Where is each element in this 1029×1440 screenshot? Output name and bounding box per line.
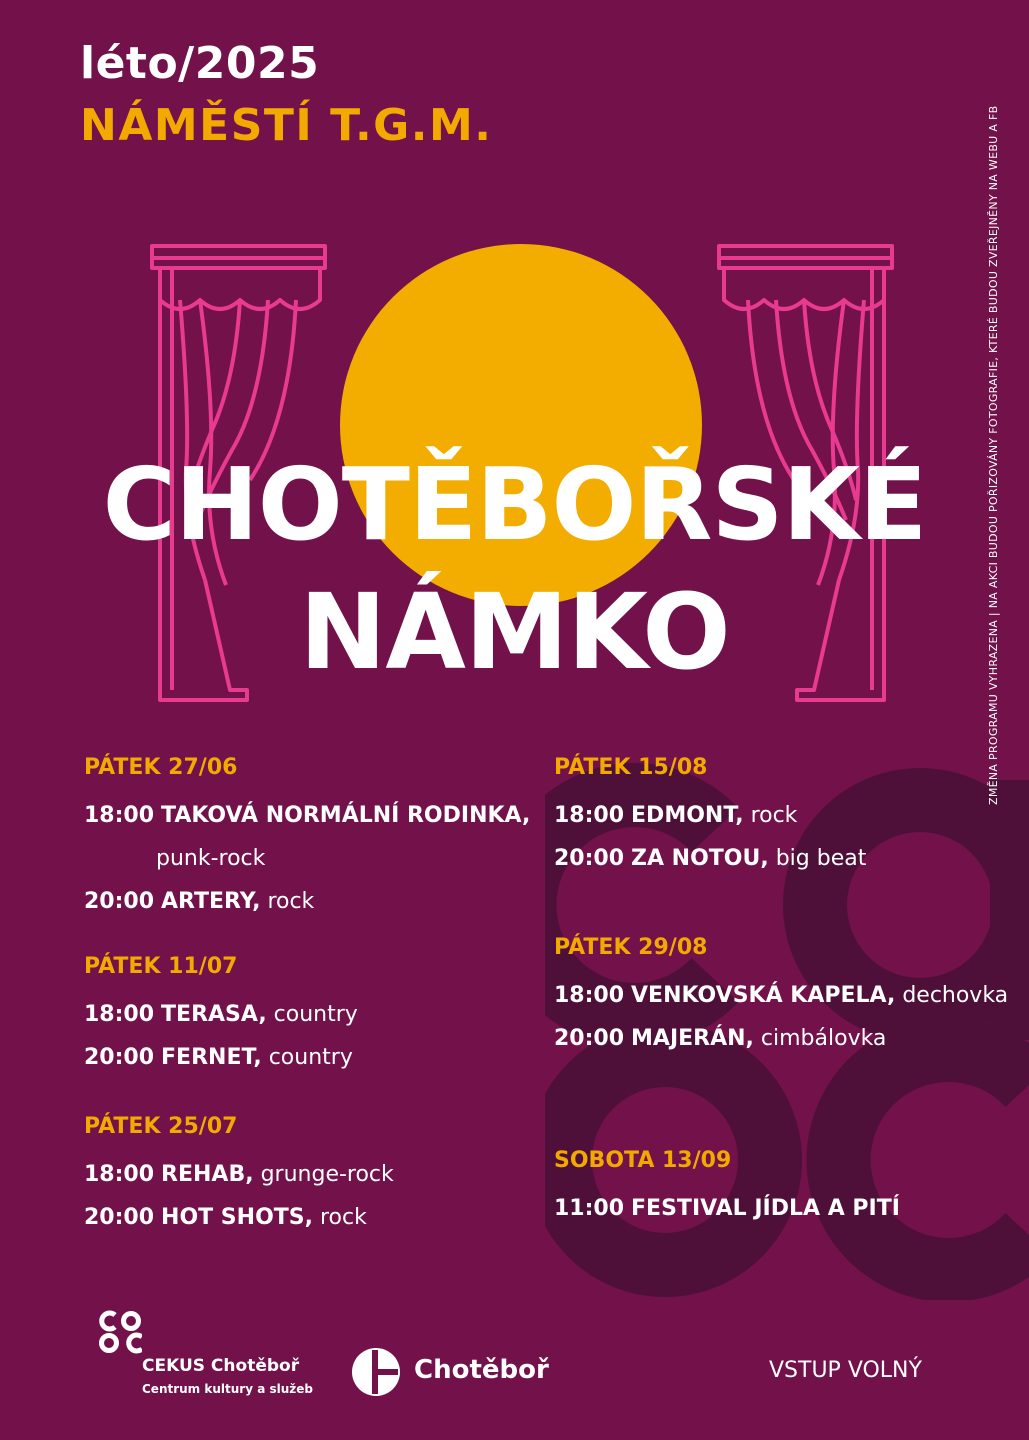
schedule-day: [554, 1148, 1024, 1230]
act-band: TAKOVÁ NORMÁLNÍ RODINKA,: [161, 803, 531, 828]
act-band: TERASA,: [161, 1002, 267, 1027]
venue-label: NÁMĚSTÍ T.G.M.: [80, 100, 493, 151]
act-band: MAJERÁN,: [631, 1026, 754, 1051]
schedule-day: [84, 1114, 554, 1239]
act-genre: rock: [267, 889, 315, 914]
day-label: PÁTEK 11/07: [84, 954, 238, 979]
act-band: REHAB,: [161, 1162, 254, 1187]
act-genre: cimbálovka: [760, 1026, 887, 1051]
act-row: [84, 993, 554, 1036]
season-label: léto/2025: [80, 38, 320, 89]
day-label: PÁTEK 25/07: [84, 1114, 238, 1139]
cekus-name: CEKUS Chotěboř: [142, 1356, 300, 1376]
schedule-day: [84, 755, 554, 923]
act-band: ARTERY,: [161, 889, 261, 914]
act-band: VENKOVSKÁ KAPELA,: [631, 983, 896, 1008]
act-row: [84, 1153, 554, 1196]
act-genre: country: [273, 1002, 358, 1027]
act-genre: big beat: [775, 846, 867, 871]
act-time: 20:00: [84, 1045, 155, 1070]
act-time: 11:00: [554, 1196, 625, 1221]
act-genre: grunge-rock: [260, 1162, 394, 1187]
act-time: 18:00: [84, 1162, 155, 1187]
act-row: [554, 837, 1024, 880]
act-time: 20:00: [84, 889, 155, 914]
act-genre: country: [268, 1045, 353, 1070]
act-time: 20:00: [554, 1026, 625, 1051]
event-title-line-2: NÁMKO: [299, 571, 730, 693]
cekus-subtitle: Centrum kultury a služeb: [142, 1382, 313, 1396]
act-row: [554, 1187, 1024, 1230]
act-time: 20:00: [84, 1205, 155, 1230]
disclaimer-note: ZMĚNA PROGRAMU VYHRAZENA | NA AKCI BUDOU POŘIZOVÁNY FOTOGRAFIE, KTERÉ BUDOU ZVEŘEJNĚNY NA WEBU A FB: [987, 105, 1000, 805]
cekus-logo-icon: [98, 1310, 142, 1354]
act-band: HOT SHOTS,: [161, 1205, 313, 1230]
act-row: [554, 794, 1024, 837]
day-label: SOBOTA 13/09: [554, 1148, 732, 1173]
schedule-day: [554, 935, 1024, 1060]
free-entry-label: VSTUP VOLNÝ: [769, 1358, 922, 1383]
act-genre: rock: [319, 1205, 367, 1230]
act-time: 18:00: [84, 1002, 155, 1027]
act-row: [84, 794, 554, 880]
act-genre: rock: [750, 803, 798, 828]
city-name: Chotěboř: [414, 1355, 549, 1385]
act-time: 18:00: [554, 803, 625, 828]
city-logo-icon: [351, 1347, 401, 1397]
act-row: [84, 1196, 554, 1239]
day-label: PÁTEK 27/06: [84, 755, 238, 780]
act-band: FESTIVAL JÍDLA A PITÍ: [631, 1196, 900, 1221]
act-band: FERNET,: [161, 1045, 262, 1070]
act-band: EDMONT,: [631, 803, 744, 828]
schedule-day: [84, 954, 554, 1079]
schedule-day: [554, 755, 1024, 880]
act-band: ZA NOTOU,: [631, 846, 769, 871]
act-genre: dechovka: [902, 983, 1009, 1008]
act-time: 18:00: [84, 803, 155, 828]
act-time: 20:00: [554, 846, 625, 871]
day-label: PÁTEK 29/08: [554, 935, 708, 960]
act-row: [554, 1017, 1024, 1060]
act-time: 18:00: [554, 983, 625, 1008]
act-row: [84, 880, 554, 923]
day-label: PÁTEK 15/08: [554, 755, 708, 780]
event-title-line-1: CHOTĚBOŘSKÉ: [102, 446, 927, 563]
act-row: [554, 974, 1024, 1017]
act-row: [84, 1036, 554, 1079]
act-genre: punk-rock: [156, 846, 266, 871]
